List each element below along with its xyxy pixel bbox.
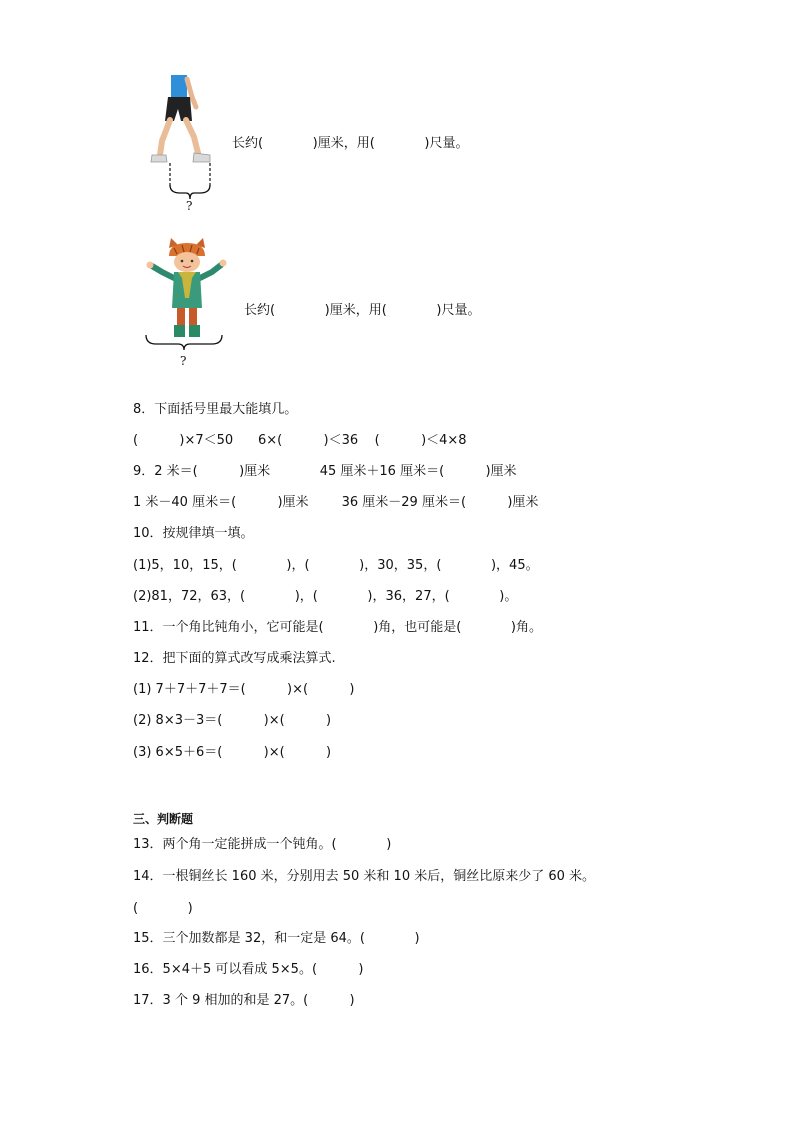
arm-span-figure (142, 238, 232, 373)
walking-person-illustration (140, 75, 230, 220)
q8-title: 8．下面括号里最大能填几。 (133, 402, 298, 417)
q16-text: 16．5×4＋5 可以看成 5×5。( ) (133, 962, 364, 977)
q11-text: 11．一个角比钝角小，它可能是( )角，也可能是( )角。 (133, 620, 543, 635)
q8-line: ( )×7＜50 6×( )＜36 ( )＜4×8 (133, 433, 467, 448)
q10-line-1: (1)5，10，15，( )，( )，30，35，( )，45。 (133, 558, 539, 573)
q15-text: 15．三个加数都是 32，和一定是 64。( ) (133, 931, 420, 946)
child-arms-spread-illustration (142, 238, 232, 373)
question-mark: ? (180, 354, 187, 368)
q12-item-1: (1) 7＋7＋7＋7＝( )×( ) (133, 682, 355, 697)
q10-line-2: (2)81，72，63，( )，( )，36，27，( )。 (133, 589, 518, 604)
q10-title: 10．按规律填一填。 (133, 526, 254, 541)
section-title: 三、判断题 (133, 812, 194, 826)
figure1-fill-text: 长约( )厘米，用( )尺量。 (232, 136, 469, 151)
figure2-fill-text: 长约( )厘米，用( )尺量。 (244, 303, 481, 318)
step-length-figure (140, 75, 230, 220)
q17-text: 17．3 个 9 相加的和是 27。( ) (133, 993, 355, 1008)
question-mark: ? (186, 199, 193, 213)
q14-line-2: ( ) (133, 901, 193, 916)
q9-line-1: 9．2 米＝( )厘米 45 厘米＋16 厘米＝( )厘米 (133, 464, 517, 479)
q14-line-1: 14．一根铜丝长 160 米，分别用去 50 米和 10 米后，铜丝比原来少了 60 米。 (133, 869, 596, 884)
q9-line-2: 1 米－40 厘米＝( )厘米 36 厘米－29 厘米＝( )厘米 (133, 495, 539, 510)
q12-item-3: (3) 6×5＋6＝( )×( ) (133, 745, 332, 760)
q13-text: 13．两个角一定能拼成一个钝角。( ) (133, 837, 392, 852)
q12-item-2: (2) 8×3－3＝( )×( ) (133, 713, 332, 728)
q12-title: 12．把下面的算式改写成乘法算式. (133, 651, 336, 666)
